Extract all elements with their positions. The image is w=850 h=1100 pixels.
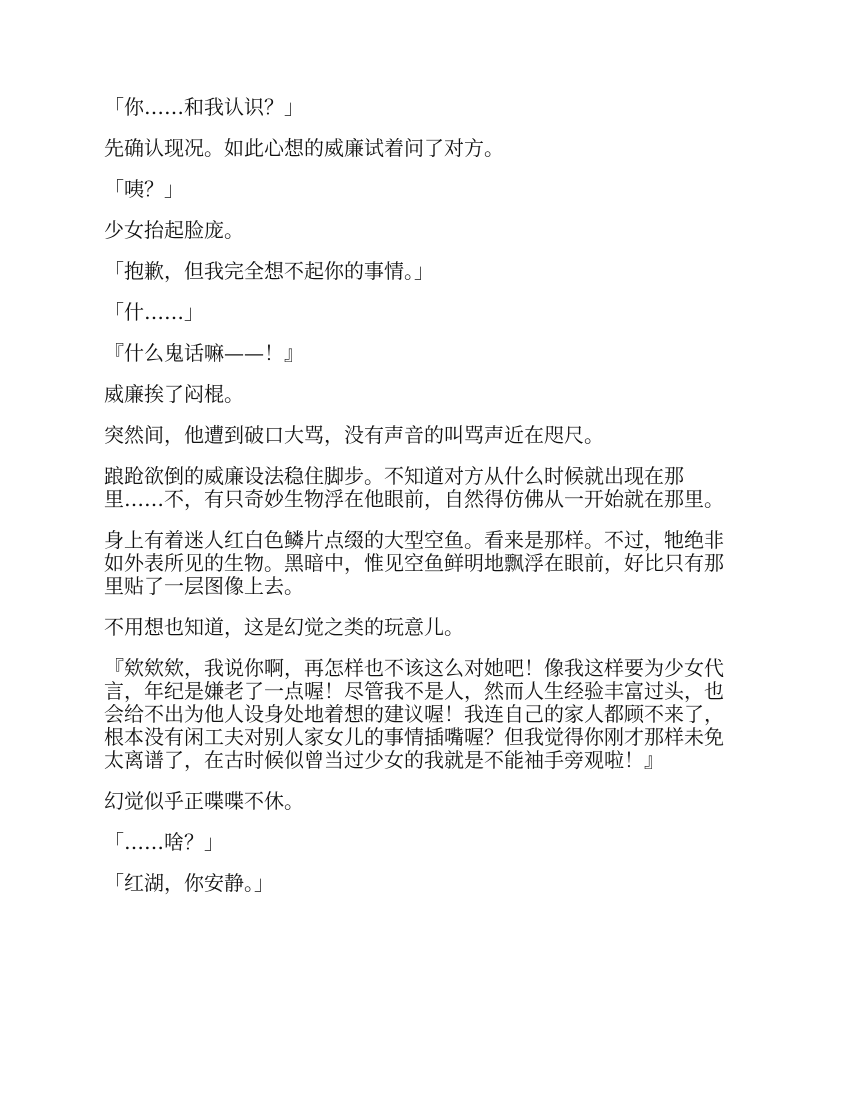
paragraph-5: 「抱歉，但我完全想不起你的事情。」 [104, 259, 434, 283]
paragraph-14: 幻觉似乎正喋喋不休。 [104, 789, 304, 813]
paragraph-6: 「什……」 [104, 300, 204, 324]
paragraph-4: 少女抬起脸庞。 [104, 218, 244, 242]
document-body [104, 96, 754, 913]
paragraph-9: 突然间，他遭到破口大骂，没有声音的叫骂声近在咫尺。 [104, 423, 604, 447]
paragraph-13: 『欸欸欸，我说你啊，再怎样也不该这么对她吧！像我这样要为少女代 言，年纪是嫌老了一点喔！尽管我不是人，然而人生经验丰富过头，也 会给不出为他人设身处地着想的建议喔！我连自己的家人都顾不来了， 根本没有闲工夫对别人家女儿的事情插嘴喔？但我觉得你刚才那样未免 太离谱了，在古时候似曾当过少女的我就是不能袖手旁观啦！』 [104, 656, 724, 772]
paragraph-11: 身上有着迷人红白色鳞片点缀的大型空鱼。看来是那样。不过，牠绝非 如外表所见的生物。黑暗中，惟见空鱼鲜明地飘浮在眼前，好比只有那 里贴了一层图像上去。 [104, 528, 724, 598]
paragraph-2: 先确认现况。如此心想的威廉试着问了对方。 [104, 136, 504, 160]
paragraph-10: 踉跄欲倒的威廉设法稳住脚步。不知道对方从什么时候就出现在那 里……不，有只奇妙生物浮在他眼前，自然得仿佛从一开始就在那里。 [104, 464, 724, 511]
paragraph-8: 威廉挨了闷棍。 [104, 382, 244, 406]
paragraph-3: 「咦？」 [104, 177, 184, 201]
paragraph-16: 「红湖，你安静。」 [104, 871, 274, 895]
paragraph-15: 「……啥？」 [104, 830, 224, 854]
paragraph-1: 「你……和我认识？」 [104, 95, 304, 119]
paragraph-7: 『什么鬼话嘛——！』 [104, 341, 304, 365]
paragraph-12: 不用想也知道，这是幻觉之类的玩意儿。 [104, 615, 464, 639]
